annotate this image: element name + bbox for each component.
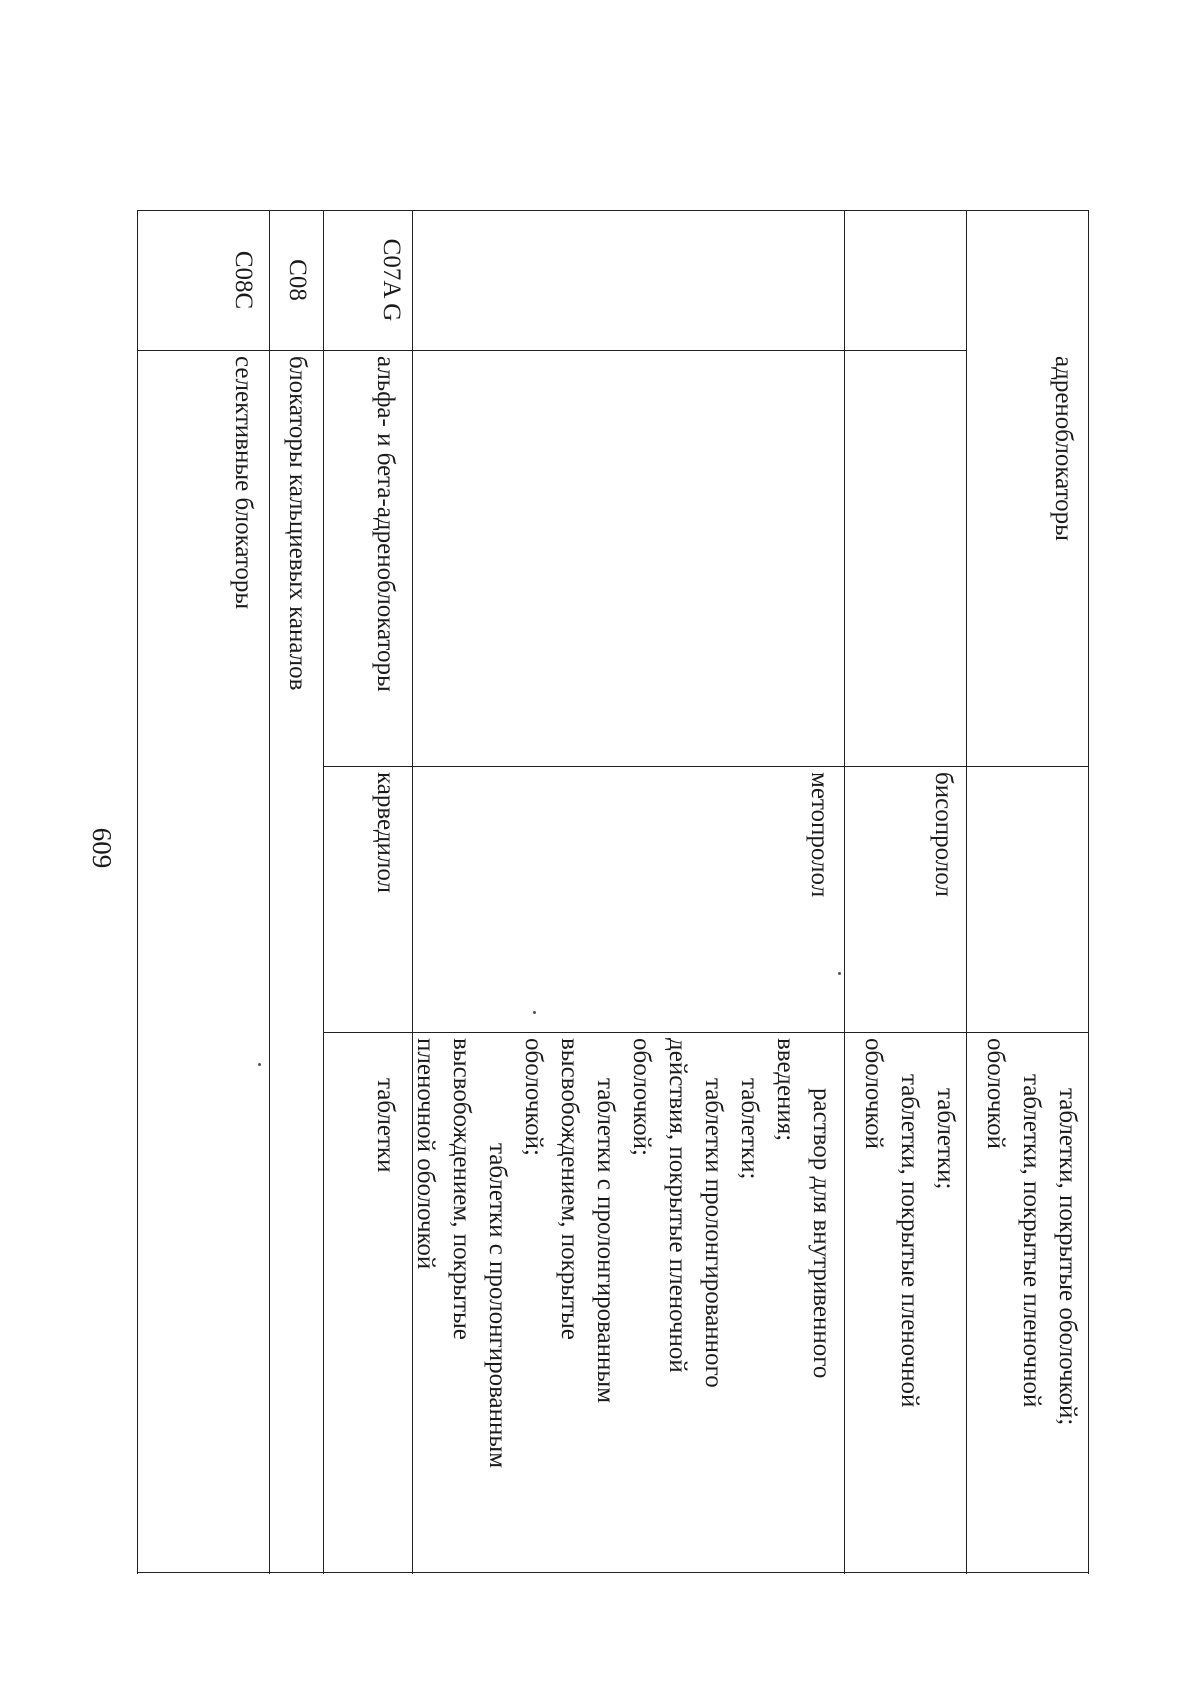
dosage-form-line: оболочкой: [982, 1038, 1009, 1150]
dosage-form-cell: [977, 1038, 1085, 1568]
drug-name-cell: метопролол: [806, 772, 833, 898]
dosage-form-line: пленочной оболочкой: [412, 1038, 439, 1270]
drug-table-rotated: [137, 210, 1089, 1574]
table-border-right: [137, 1572, 1089, 1573]
dosage-form-line: таблетки, покрытые пленочной: [896, 1074, 923, 1408]
column-separator: [324, 766, 1089, 767]
dosage-form-line: таблетки пролонгированного: [700, 1078, 727, 1388]
scan-speck: [258, 1063, 261, 1066]
dosage-form-line: таблетки;: [736, 1078, 763, 1180]
column-separator: [324, 1032, 1089, 1033]
dosage-form-line: высвобождением, покрытые: [556, 1038, 583, 1340]
row-separator: [269, 210, 270, 1574]
page-number: 609: [87, 827, 117, 869]
dosage-form-line: оболочкой;: [628, 1038, 655, 1156]
dosage-form-line: таблетки с пролонгированным: [484, 1143, 511, 1469]
dosage-form-line: таблетки с пролонгированным: [592, 1078, 619, 1404]
dosage-form-line: действия, покрытые пленочной: [664, 1038, 691, 1373]
dosage-form-cell: [855, 1038, 963, 1568]
dosage-form-cell: [407, 1038, 839, 1568]
group-cell: адреноблокаторы: [1050, 356, 1077, 541]
dosage-form-line: таблетки, покрытые пленочной: [1018, 1074, 1045, 1408]
scan-speck: [533, 1011, 536, 1014]
column-separator: [137, 350, 413, 351]
table-border-top: [1088, 210, 1089, 1574]
group-cell: блокаторы кальциевых каналов: [284, 356, 311, 691]
row-separator: [844, 210, 845, 1574]
dosage-form-line: раствор для внутривенного: [808, 1088, 835, 1379]
table-border-left: [137, 210, 1089, 211]
group-cell: селективные блокаторы: [230, 356, 257, 610]
drug-name-cell: карведилол: [372, 772, 399, 894]
dosage-form-line: введения;: [772, 1038, 799, 1142]
row-separator: [323, 210, 324, 1574]
atc-code-cell: C08: [284, 259, 311, 301]
atc-code-cell: C07A G: [378, 238, 405, 322]
row-separator: [966, 210, 967, 1574]
drug-name-cell: бисопролол: [930, 772, 957, 897]
column-separator: [413, 350, 967, 351]
scan-speck: [838, 972, 841, 975]
dosage-form-line: оболочкой;: [520, 1038, 547, 1156]
drug-table: [137, 210, 1089, 1574]
atc-code-cell: C08C: [230, 250, 257, 310]
dosage-form-cell: [367, 1038, 403, 1568]
dosage-form-line: таблетки: [372, 1078, 399, 1173]
dosage-form-line: высвобождением, покрытые: [448, 1038, 475, 1340]
dosage-form-line: таблетки;: [932, 1088, 959, 1190]
group-cell: альфа- и бета-адреноблокаторы: [372, 356, 399, 692]
table-border-bottom: [137, 210, 138, 1574]
dosage-form-line: таблетки, покрытые оболочкой;: [1054, 1088, 1081, 1426]
dosage-form-line: оболочкой: [860, 1038, 887, 1150]
